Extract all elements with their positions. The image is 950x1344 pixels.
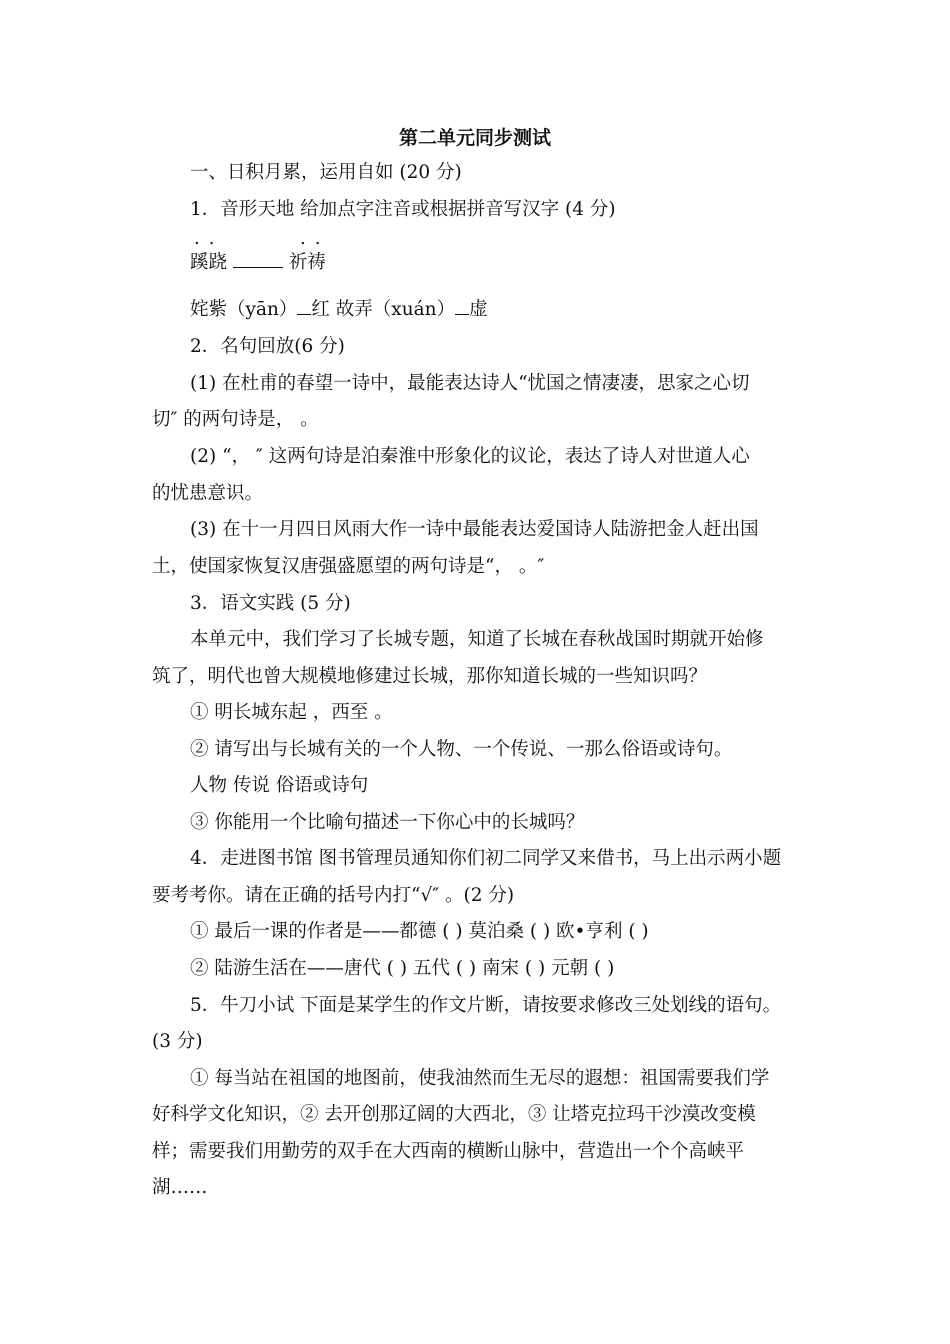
q5-heading-line1: 5．牛刀小试 下面是某学生的作文片断，请按要求修改三处划线的语句。 [190, 995, 782, 1016]
pinyin-part-a: 姹紫（yān） [190, 299, 298, 320]
q3-item1: ① 明长城东起 ，西至 。 [190, 702, 393, 723]
q3-heading: 3．语文实践 (5 分) [190, 593, 351, 614]
q1-heading: 1．音形天地 给加点字注音或根据拼音写汉字 (4 分) [190, 199, 616, 220]
q4-heading-line2: 要考考你。请在正确的括号内打“√″ 。(2 分) [152, 885, 515, 906]
q3-item2: ② 请写出与长城有关的一个人物、一个传说、一那么俗语或诗句。 [190, 739, 733, 760]
page-title: 第二单元同步测试 [398, 127, 551, 149]
q2-heading: 2．名句回放(6 分) [190, 336, 345, 357]
answer-blank[interactable] [233, 249, 283, 268]
q2-item3-line1: (3) 在十一月四日风雨大作一诗中最能表达爱国诗人陆游把金人赶出国 [190, 519, 759, 540]
q5-paragraph-line4: 湖…… [152, 1177, 208, 1198]
q1-pinyin-line [190, 298, 488, 322]
q5-heading-line2: (3 分) [152, 1031, 203, 1052]
q2-item1-line2: 切″ 的两句诗是， 。 [152, 409, 319, 430]
answer-blank[interactable] [297, 298, 311, 315]
emphasis-dots-a: .. [194, 228, 224, 249]
q5-paragraph-line3: 样；需要我们用勤劳的双手在大西南的横断山脉中，营造出一个个高峡平 [152, 1141, 745, 1162]
q4-heading-line1: 4．走进图书馆 图书管理员通知你们初二同学又来借书，马上出示两小题 [190, 848, 782, 869]
pinyin-part-b: 红 故弄（xuán） [311, 299, 456, 320]
q5-paragraph-line1: ① 每当站在祖国的地图前，使我油然而生无尽的遐想：祖国需要我们学 [190, 1068, 770, 1089]
q2-item2-line2: 的忧患意识。 [152, 483, 264, 504]
q2-item1-line1: (1) 在杜甫的春望一诗中，最能表达诗人“忧国之情凄凄，思家之心切 [190, 373, 750, 394]
q2-item2-line1: (2) “， ″ 这两句诗是泊秦淮中形象化的议论，表达了诗人对世道人心 [190, 446, 750, 467]
word-b: 祈祷 [288, 252, 326, 273]
word-a: 蹊跷 [190, 252, 228, 273]
q4-item2: ② 陆游生活在——唐代 ( ) 五代 ( ) 南宋 ( ) 元朝 ( ) [190, 958, 615, 979]
q5-paragraph-line2: 好科学文化知识，② 去开创那辽阔的大西北，③ 让塔克拉玛干沙漠改变模 [152, 1104, 756, 1125]
q4-item1: ① 最后一课的作者是——都德 ( ) 莫泊桑 ( ) 欧•亨利 ( ) [190, 921, 649, 942]
emphasis-dots-b: .. [300, 228, 330, 249]
q3-item2-fields: 人物 传说 俗语或诗句 [190, 775, 369, 796]
q2-item3-line2: 土，使国家恢复汉唐强盛愿望的两句诗是“， 。″ [152, 556, 545, 577]
q3-intro-line2: 筑了，明代也曾大规模地修建过长城，那你知道长城的一些知识吗？ [152, 666, 708, 687]
pinyin-part-c: 虚 [469, 299, 488, 320]
q1-words-line [190, 249, 326, 275]
q3-intro-line1: 本单元中，我们学习了长城专题，知道了长城在春秋战国时期就开始修 [190, 629, 764, 650]
answer-blank[interactable] [455, 298, 469, 315]
section-heading: 一、日积月累，运用自如 (20 分) [190, 162, 462, 183]
q3-item3: ③ 你能用一个比喻句描述一下你心中的长城吗？ [190, 812, 585, 833]
